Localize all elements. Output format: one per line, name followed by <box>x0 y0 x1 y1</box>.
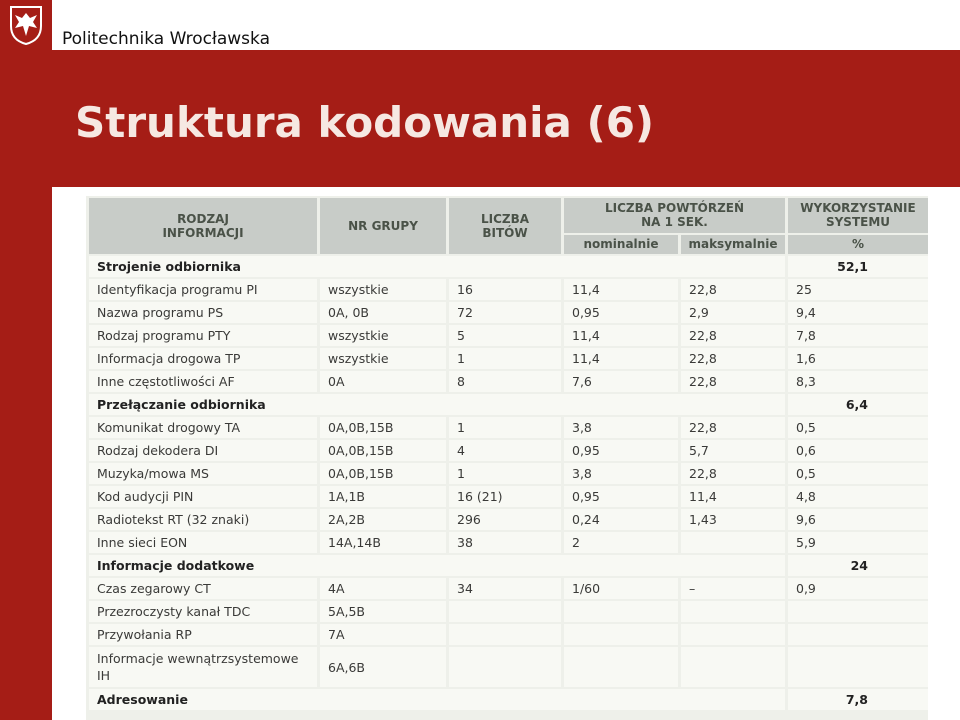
cell-nom: 1/60 <box>564 578 678 599</box>
cell-group: 4A <box>320 578 446 599</box>
cell-usage: 4,8 <box>788 486 928 507</box>
cell-max: 22,8 <box>681 463 785 484</box>
cell-nom: 11,4 <box>564 325 678 346</box>
cell-usage: 1,6 <box>788 348 928 369</box>
table-row <box>89 486 928 507</box>
section-row <box>89 256 928 277</box>
cell-group: 1A,1B <box>320 486 446 507</box>
cell-max <box>681 532 785 553</box>
cell-nom: 2 <box>564 532 678 553</box>
cell-max: – <box>681 578 785 599</box>
cell-type: Kod audycji PIN <box>89 486 317 507</box>
cell-max: 1,43 <box>681 509 785 530</box>
cell-type: Przywołania RP <box>89 624 317 645</box>
table-row <box>89 440 928 461</box>
cell-usage: 0,6 <box>788 440 928 461</box>
cell-type: Przezroczysty kanał TDC <box>89 601 317 622</box>
cell-type: Rodzaj dekodera DI <box>89 440 317 461</box>
header-group: NR GRUPY <box>320 198 446 254</box>
cell-bits: 34 <box>449 578 561 599</box>
cell-group: 14A,14B <box>320 532 446 553</box>
cell-type: Informacja drogowa TP <box>89 348 317 369</box>
cell-max <box>681 624 785 645</box>
section-name: Strojenie odbiornika <box>89 256 785 277</box>
cell-max: 22,8 <box>681 279 785 300</box>
section-total: 6,4 <box>788 394 928 415</box>
cell-nom: 0,95 <box>564 302 678 323</box>
cell-type: Czas zegarowy CT <box>89 578 317 599</box>
cell-bits: 1 <box>449 463 561 484</box>
cell-type: Rodzaj programu PTY <box>89 325 317 346</box>
cell-group: 0A <box>320 371 446 392</box>
cell-type: Inne sieci EON <box>89 532 317 553</box>
slide-title: Struktura kodowania (6) <box>75 98 655 147</box>
cell-nom <box>564 647 678 687</box>
cell-group: wszystkie <box>320 279 446 300</box>
table-row <box>89 348 928 369</box>
cell-max <box>681 601 785 622</box>
eagle-crest-icon <box>8 4 44 46</box>
header-type: RODZAJ INFORMACJI <box>89 198 317 254</box>
top-bar <box>0 0 960 50</box>
cell-bits: 16 (21) <box>449 486 561 507</box>
cell-bits: 16 <box>449 279 561 300</box>
section-row <box>89 689 928 710</box>
cell-usage: 5,9 <box>788 532 928 553</box>
cell-bits: 8 <box>449 371 561 392</box>
section-total: 52,1 <box>788 256 928 277</box>
cell-usage: 0,9 <box>788 578 928 599</box>
section-row <box>89 394 928 415</box>
cell-bits: 296 <box>449 509 561 530</box>
cell-type: Informacje wewnątrzsystemowe IH <box>89 647 317 687</box>
table-row <box>89 578 928 599</box>
cell-usage: 0,5 <box>788 417 928 438</box>
table-body <box>89 256 928 710</box>
section-name: Przełączanie odbiornika <box>89 394 785 415</box>
cell-usage: 9,4 <box>788 302 928 323</box>
cell-bits <box>449 647 561 687</box>
cell-max <box>681 647 785 687</box>
header-nominal: nominalnie <box>564 235 678 254</box>
cell-bits: 1 <box>449 348 561 369</box>
cell-group: 6A,6B <box>320 647 446 687</box>
cell-max: 22,8 <box>681 348 785 369</box>
coding-structure-table-image <box>86 196 928 720</box>
cell-nom: 11,4 <box>564 279 678 300</box>
header-usage: WYKORZYSTANIE SYSTEMU <box>788 198 928 233</box>
section-name: Informacje dodatkowe <box>89 555 785 576</box>
section-row <box>89 555 928 576</box>
cell-usage <box>788 624 928 645</box>
table-row <box>89 601 928 622</box>
section-total: 7,8 <box>788 689 928 710</box>
cell-bits: 1 <box>449 417 561 438</box>
section-name: Adresowanie <box>89 689 785 710</box>
cell-group: 0A,0B,15B <box>320 463 446 484</box>
cell-group: 0A,0B,15B <box>320 440 446 461</box>
cell-max: 22,8 <box>681 325 785 346</box>
cell-group: 2A,2B <box>320 509 446 530</box>
logo <box>0 0 52 50</box>
cell-type: Nazwa programu PS <box>89 302 317 323</box>
cell-group: 0A,0B,15B <box>320 417 446 438</box>
table-row <box>89 302 928 323</box>
header-bits: LICZBA BITÓW <box>449 198 561 254</box>
table-row <box>89 624 928 645</box>
header-pct: % <box>788 235 928 254</box>
table-row <box>89 417 928 438</box>
cell-group: 7A <box>320 624 446 645</box>
cell-max: 11,4 <box>681 486 785 507</box>
table-row <box>89 371 928 392</box>
cell-type: Muzyka/mowa MS <box>89 463 317 484</box>
left-accent-band <box>0 50 52 720</box>
cell-nom <box>564 624 678 645</box>
cell-nom: 0,24 <box>564 509 678 530</box>
cell-nom: 7,6 <box>564 371 678 392</box>
header-repeats: LICZBA POWTÓRZEŃ NA 1 SEK. <box>564 198 785 233</box>
cell-nom: 3,8 <box>564 463 678 484</box>
table-row <box>89 325 928 346</box>
cell-bits <box>449 624 561 645</box>
header-max: maksymalnie <box>681 235 785 254</box>
cell-nom: 0,95 <box>564 440 678 461</box>
cell-group: 5A,5B <box>320 601 446 622</box>
cell-bits <box>449 601 561 622</box>
cell-usage: 0,5 <box>788 463 928 484</box>
cell-usage: 7,8 <box>788 325 928 346</box>
section-total: 24 <box>788 555 928 576</box>
cell-bits: 38 <box>449 532 561 553</box>
cell-bits: 5 <box>449 325 561 346</box>
university-name: Politechnika Wrocławska <box>62 29 270 49</box>
cell-usage <box>788 601 928 622</box>
cell-nom: 0,95 <box>564 486 678 507</box>
cell-group: wszystkie <box>320 348 446 369</box>
coding-structure-table <box>86 196 928 712</box>
cell-type: Identyfikacja programu PI <box>89 279 317 300</box>
cell-max: 5,7 <box>681 440 785 461</box>
cell-usage <box>788 647 928 687</box>
cell-usage: 25 <box>788 279 928 300</box>
cell-usage: 8,3 <box>788 371 928 392</box>
cell-group: 0A, 0B <box>320 302 446 323</box>
cell-nom: 3,8 <box>564 417 678 438</box>
cell-type: Komunikat drogowy TA <box>89 417 317 438</box>
cell-usage: 9,6 <box>788 509 928 530</box>
cell-bits: 72 <box>449 302 561 323</box>
table-row <box>89 509 928 530</box>
table-row <box>89 532 928 553</box>
cell-group: wszystkie <box>320 325 446 346</box>
cell-max: 22,8 <box>681 371 785 392</box>
cell-type: Inne częstotliwości AF <box>89 371 317 392</box>
cell-nom <box>564 601 678 622</box>
cell-max: 22,8 <box>681 417 785 438</box>
cell-bits: 4 <box>449 440 561 461</box>
cell-nom: 11,4 <box>564 348 678 369</box>
cell-max: 2,9 <box>681 302 785 323</box>
table-row <box>89 647 928 687</box>
cell-type: Radiotekst RT (32 znaki) <box>89 509 317 530</box>
table-row <box>89 279 928 300</box>
table-row <box>89 463 928 484</box>
